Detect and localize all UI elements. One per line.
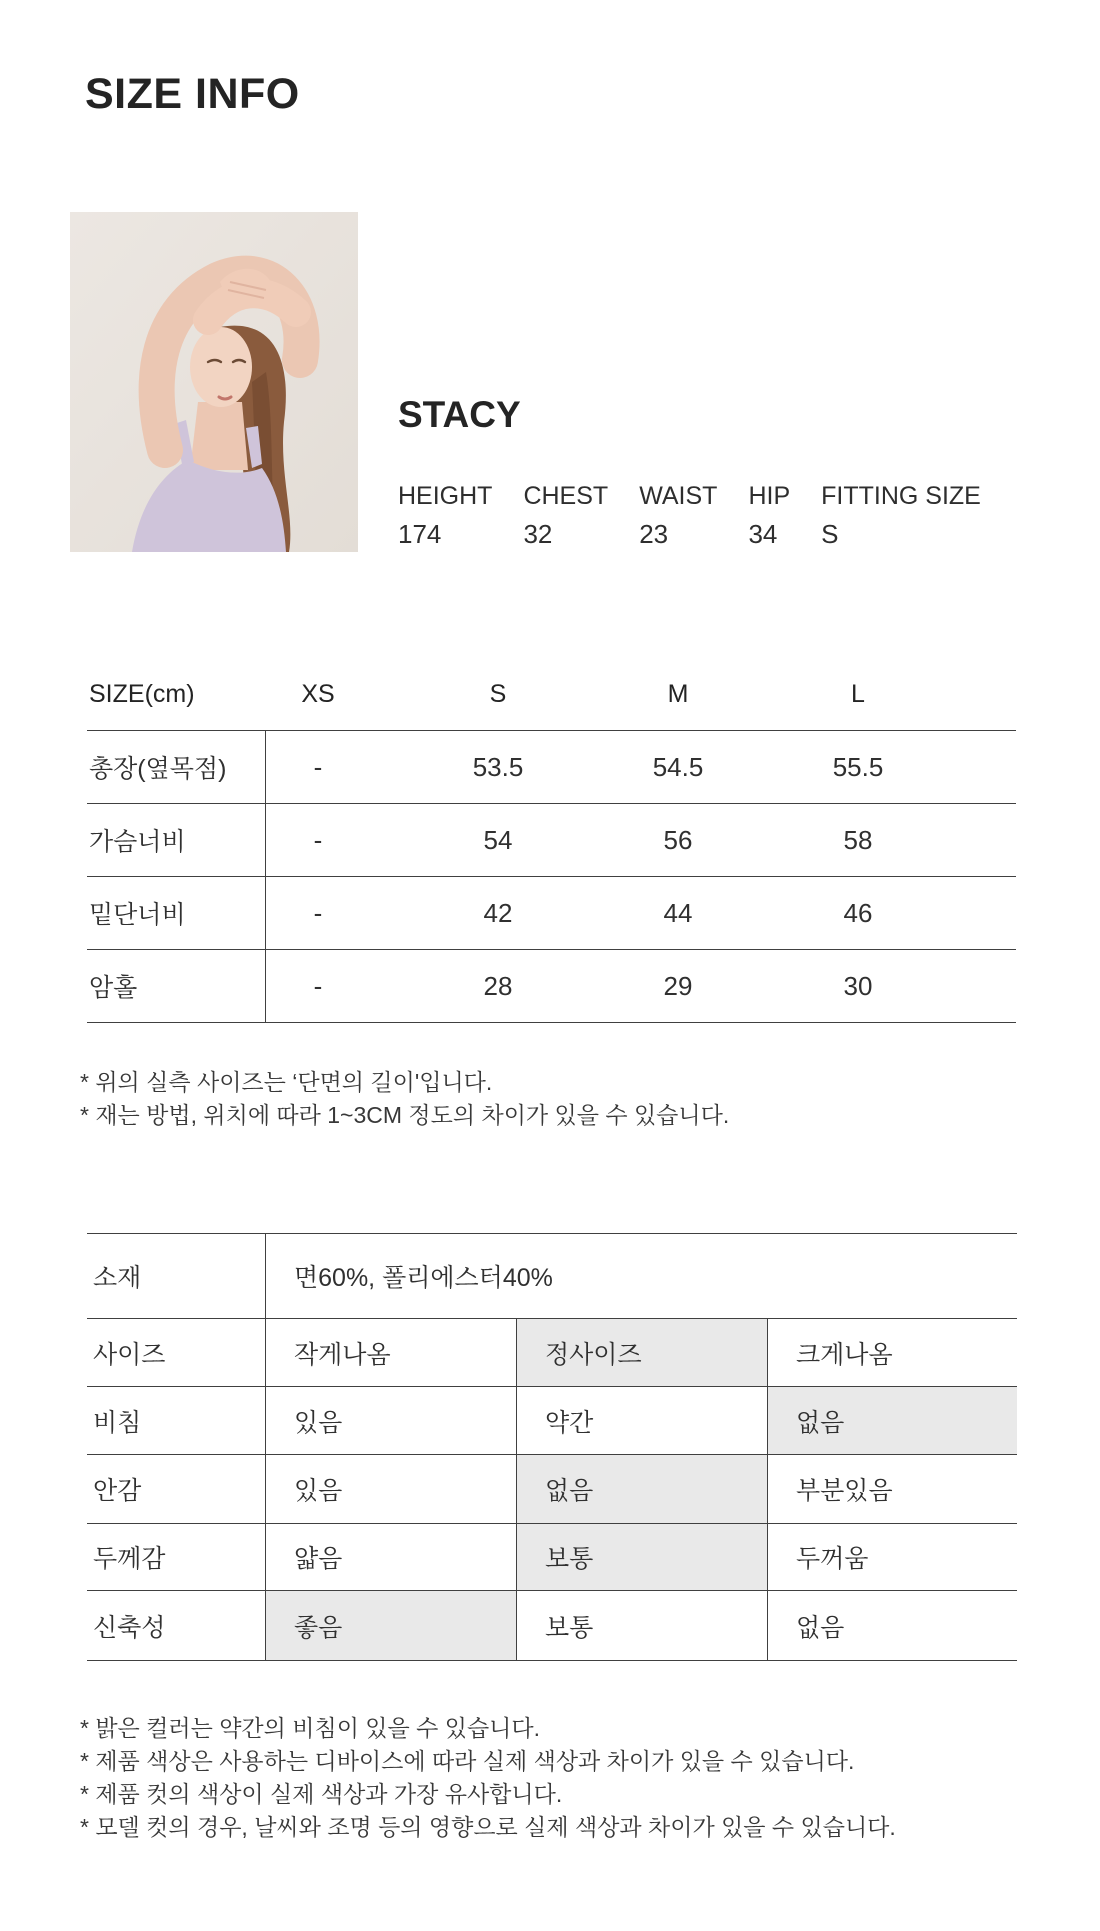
table-row [87, 876, 1016, 949]
page-title: SIZE INFO [85, 70, 300, 118]
row-label: 가슴너비 [89, 828, 186, 856]
size-table-header [87, 659, 1016, 730]
stat-value: S [821, 519, 839, 549]
stat-label: HIP [748, 482, 791, 510]
fabric-row-thickness [87, 1523, 1017, 1590]
model-photo [70, 212, 358, 552]
fabric-row-sheerness [87, 1386, 1017, 1454]
stat-label: HEIGHT [398, 482, 493, 510]
cell-value: 58 [843, 824, 873, 855]
stat-label: FITTING SIZE [821, 482, 981, 510]
bottom-note: * 모델 컷의 경우, 날씨와 조명 등의 영향으로 실제 색상과 차이가 있을 수 있습니다. [80, 1814, 896, 1840]
row-label: 사이즈 [93, 1340, 166, 1369]
row-label: 두께감 [93, 1545, 166, 1573]
cell-value: - [313, 897, 323, 928]
bottom-note: * 제품 색상은 사용하는 디바이스에 따라 실제 색상과 차이가 있을 수 있습니다. [80, 1748, 855, 1774]
fabric-cell: 얇음 [294, 1545, 343, 1573]
cell-value: 28 [483, 970, 513, 1001]
fabric-row-lining [87, 1454, 1017, 1523]
cell-value: 42 [483, 897, 513, 928]
row-label: 신축성 [93, 1613, 166, 1642]
stat-value: 174 [398, 519, 442, 549]
cell-value: 55.5 [832, 751, 884, 782]
cell-value: 46 [843, 897, 873, 928]
fabric-cell: 작게나옴 [294, 1340, 391, 1369]
fabric-cell: 없음 [767, 1387, 1017, 1454]
fabric-table [87, 1233, 1017, 1661]
measurement-note: * 위의 실측 사이즈는 ‘단면의 길이'입니다. [80, 1069, 493, 1095]
row-label: 암홀 [89, 974, 138, 1002]
stat-value: 34 [748, 519, 778, 549]
fabric-cell: 크게나옴 [796, 1340, 893, 1369]
fabric-table-divider [516, 1318, 517, 1660]
fabric-cell: 정사이즈 [516, 1319, 767, 1386]
cell-value: 54 [483, 824, 513, 855]
cell-value: - [313, 824, 323, 855]
table-row [87, 730, 1016, 803]
stat-label: CHEST [523, 482, 609, 510]
row-label: 총장(옆목점) [89, 755, 227, 783]
size-header-cell: S [489, 680, 507, 708]
size-header-cell: L [851, 680, 865, 708]
fabric-table-divider [767, 1318, 768, 1660]
model-photo-illustration [70, 212, 358, 552]
stat-fitting-size [821, 482, 981, 548]
material-value: 면60%, 폴리에스터40% [294, 1264, 553, 1292]
cell-value: - [313, 751, 323, 782]
bottom-note: * 밝은 컬러는 약간의 비침이 있을 수 있습니다. [80, 1715, 540, 1741]
fabric-cell: 있음 [294, 1408, 343, 1437]
row-label: 비침 [93, 1408, 142, 1437]
model-stats [398, 482, 981, 548]
bottom-notes [80, 1712, 896, 1844]
fabric-cell: 부분있음 [796, 1477, 893, 1505]
cell-value: - [313, 970, 323, 1001]
fabric-cell: 좋음 [265, 1591, 516, 1660]
size-header-cell: XS [301, 680, 335, 708]
fabric-cell: 있음 [294, 1477, 343, 1505]
cell-value: 29 [663, 970, 693, 1001]
stat-label: WAIST [639, 482, 718, 510]
fabric-cell: 보통 [516, 1524, 767, 1590]
stat-height [398, 482, 492, 548]
row-label: 안감 [93, 1477, 142, 1505]
cell-value: 54.5 [652, 751, 704, 782]
fabric-row-stretch [87, 1590, 1017, 1660]
table-row [87, 803, 1016, 876]
measurement-note: * 재는 방법, 위치에 따라 1~3CM 정도의 차이가 있을 수 있습니다. [80, 1102, 730, 1128]
table-row [87, 949, 1016, 1022]
bottom-note: * 제품 컷의 색상이 실제 색상과 가장 유사합니다. [80, 1781, 563, 1807]
cell-value: 44 [663, 897, 693, 928]
stat-waist [639, 482, 717, 548]
cell-value: 56 [663, 824, 693, 855]
fabric-table-divider [265, 1234, 266, 1660]
measurement-notes [80, 1066, 729, 1132]
fabric-cell: 두꺼움 [796, 1545, 869, 1573]
fabric-row-size [87, 1318, 1017, 1386]
row-label: 밑단너비 [89, 901, 186, 929]
row-label: 소재 [93, 1264, 142, 1292]
model-name: STACY [398, 394, 521, 435]
size-header-cell: SIZE(cm) [89, 680, 195, 708]
stat-chest [523, 482, 608, 548]
size-table-divider [265, 730, 266, 1022]
fabric-cell: 없음 [516, 1455, 767, 1523]
cell-value: 30 [843, 970, 873, 1001]
fabric-cell: 없음 [796, 1613, 845, 1642]
stat-value: 32 [523, 519, 553, 549]
fabric-cell: 약간 [545, 1408, 594, 1437]
stat-hip [748, 482, 790, 548]
fabric-row-material [87, 1234, 1017, 1318]
stat-value: 23 [639, 519, 669, 549]
size-header-cell: M [667, 680, 689, 708]
fabric-cell: 보통 [545, 1613, 594, 1642]
cell-value: 53.5 [472, 751, 524, 782]
size-table [87, 659, 1016, 1023]
